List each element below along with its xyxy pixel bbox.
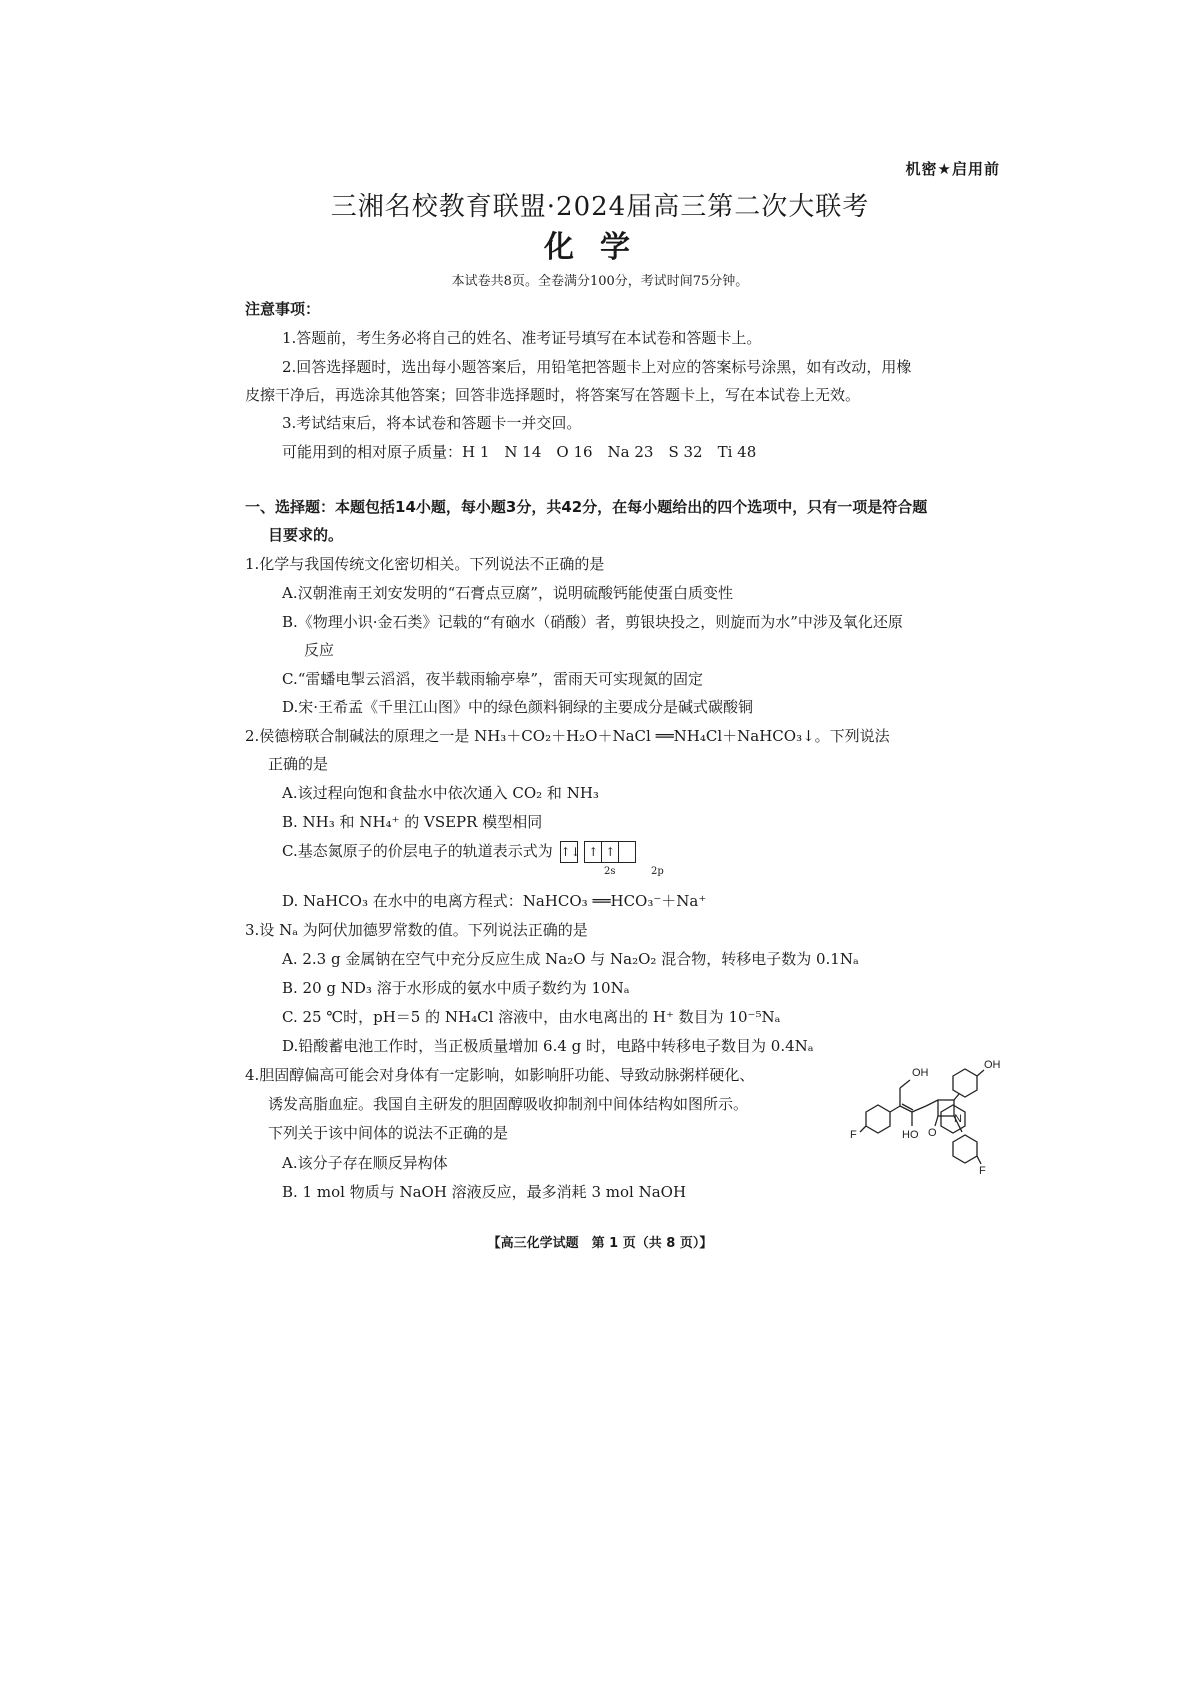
- question-stem: 1.化学与我国传统文化密切相关。下列说法不正确的是: [245, 555, 605, 573]
- option-a: A.汉朝淮南王刘安发明的“石膏点豆腐”，说明硫酸钙能使蛋白质变性: [282, 584, 733, 602]
- note-item: 3.考试结束后，将本试卷和答题卡一并交回。: [282, 414, 582, 432]
- option-a: A.该分子存在顺反异构体: [282, 1154, 448, 1172]
- exam-title: 三湘名校教育联盟·2024届高三第二次大联考: [330, 192, 870, 222]
- section-heading: 一、选择题：本题包括14小题，每小题3分，共42分，在每小题给出的四个选项中，只有一项是符合题: [245, 498, 928, 516]
- note-item: 2.回答选择题时，选出每小题答案后，用铅笔把答题卡上对应的答案标号涂黑，如有改动，用橡: [282, 358, 912, 376]
- option-b-cont: 反应: [304, 641, 335, 659]
- f-label-bottom: F: [979, 1165, 986, 1177]
- page-footer: 【高三化学试题 第 1 页（共 8 页）】: [487, 1236, 713, 1251]
- molecule-structure: [838, 1050, 1001, 1180]
- question-stem-cont: 正确的是: [268, 755, 329, 773]
- question-stem-cont: 下列关于该中间体的说法不正确的是: [268, 1124, 509, 1142]
- exam-intro: 本试卷共8页。全卷满分100分，考试时间75分钟。: [451, 274, 749, 289]
- question-stem-cont: 诱发高脂血症。我国自主研发的胆固醇吸收抑制剂中间体结构如图所示。: [268, 1095, 749, 1113]
- option-c: C. 25 ℃时，pH＝5 的 NH₄Cl 溶液中，由水电离出的 H⁺ 数目为 10⁻⁵Nₐ: [282, 1008, 781, 1026]
- option-d: D.宋·王希孟《千里江山图》中的绿色颜料铜绿的主要成分是碱式碳酸铜: [282, 698, 754, 716]
- option-a: A.该过程向饱和食盐水中依次通入 CO₂ 和 NH₃: [282, 784, 599, 802]
- n-label: N: [954, 1113, 962, 1125]
- oh-label-right: OH: [984, 1059, 1001, 1071]
- option-d: D.铅酸蓄电池工作时，当正极质量增加 6.4 g 时，电路中转移电子数目为 0.4Nₐ: [282, 1037, 814, 1055]
- ho-label: HO: [902, 1129, 919, 1141]
- option-b: B. NH₃ 和 NH₄⁺ 的 VSEPR 模型相同: [282, 813, 543, 831]
- note-item: 1.答题前，考生务必将自己的姓名、准考证号填写在本试卷和答题卡上。: [282, 329, 762, 347]
- carbonyl-o-label: O: [928, 1127, 937, 1139]
- orbital-2p-boxes: [584, 841, 636, 863]
- orbital-label-2s: 2s: [604, 866, 616, 877]
- subject-title: 化学: [544, 230, 656, 265]
- option-c-text: C.基态氮原子的价层电子的轨道表示式为: [282, 842, 553, 860]
- option-d: D. NaHCO₃ 在水中的电离方程式：NaHCO₃ ══HCO₃⁻＋Na⁺: [282, 892, 707, 910]
- f-label-left: F: [850, 1129, 857, 1141]
- orbital-cell: ↑↓: [560, 845, 581, 859]
- section-heading-cont: 目要求的。: [268, 526, 344, 544]
- option-c: C.“雷蟠电掣云滔滔，夜半载雨输亭皋”，雷雨天可实现氮的固定: [282, 670, 704, 688]
- note-item: 皮擦干净后，再选涂其他答案；回答非选择题时，将答案写在答题卡上，写在本试卷上无效。: [245, 386, 861, 404]
- option-b: B. 1 mol 物质与 NaOH 溶液反应，最多消耗 3 mol NaOH: [282, 1183, 687, 1201]
- orbital-label-2p: 2p: [651, 866, 664, 877]
- question-stem: 3.设 Nₐ 为阿伏加德罗常数的值。下列说法正确的是: [245, 921, 588, 939]
- option-b: B.《物理小识·金石类》记载的“有硇水（硝酸）者，剪银块投之，则旋而为水”中涉及氧化还原: [282, 613, 903, 631]
- orbital-2s-box: [560, 841, 581, 863]
- orbital-cell: ↑: [602, 842, 619, 862]
- orbital-cell: ↑: [585, 842, 602, 862]
- option-a: A. 2.3 g 金属钠在空气中充分反应生成 Na₂O 与 Na₂O₂ 混合物，转移电子数为 0.1Nₐ: [282, 950, 859, 968]
- question-stem: 2.侯德榜联合制碱法的原理之一是 NH₃＋CO₂＋H₂O＋NaCl ══NH₄Cl＋NaHCO₃↓。下列说法: [245, 727, 890, 745]
- atomic-masses: 可能用到的相对原子质量：H 1 N 14 O 16 Na 23 S 32 Ti 48: [282, 443, 757, 461]
- oh-label-top: OH: [912, 1067, 929, 1079]
- confidential-label: 机密★启用前: [905, 160, 1000, 178]
- question-stem: 4.胆固醇偏高可能会对身体有一定影响，如影响肝功能、导致动脉粥样硬化、: [245, 1066, 755, 1084]
- option-b: B. 20 g ND₃ 溶于水形成的氨水中质子数约为 10Nₐ: [282, 979, 630, 997]
- notes-heading: 注意事项：: [245, 300, 321, 318]
- option-c: [282, 840, 636, 863]
- orbital-cell: [619, 842, 635, 862]
